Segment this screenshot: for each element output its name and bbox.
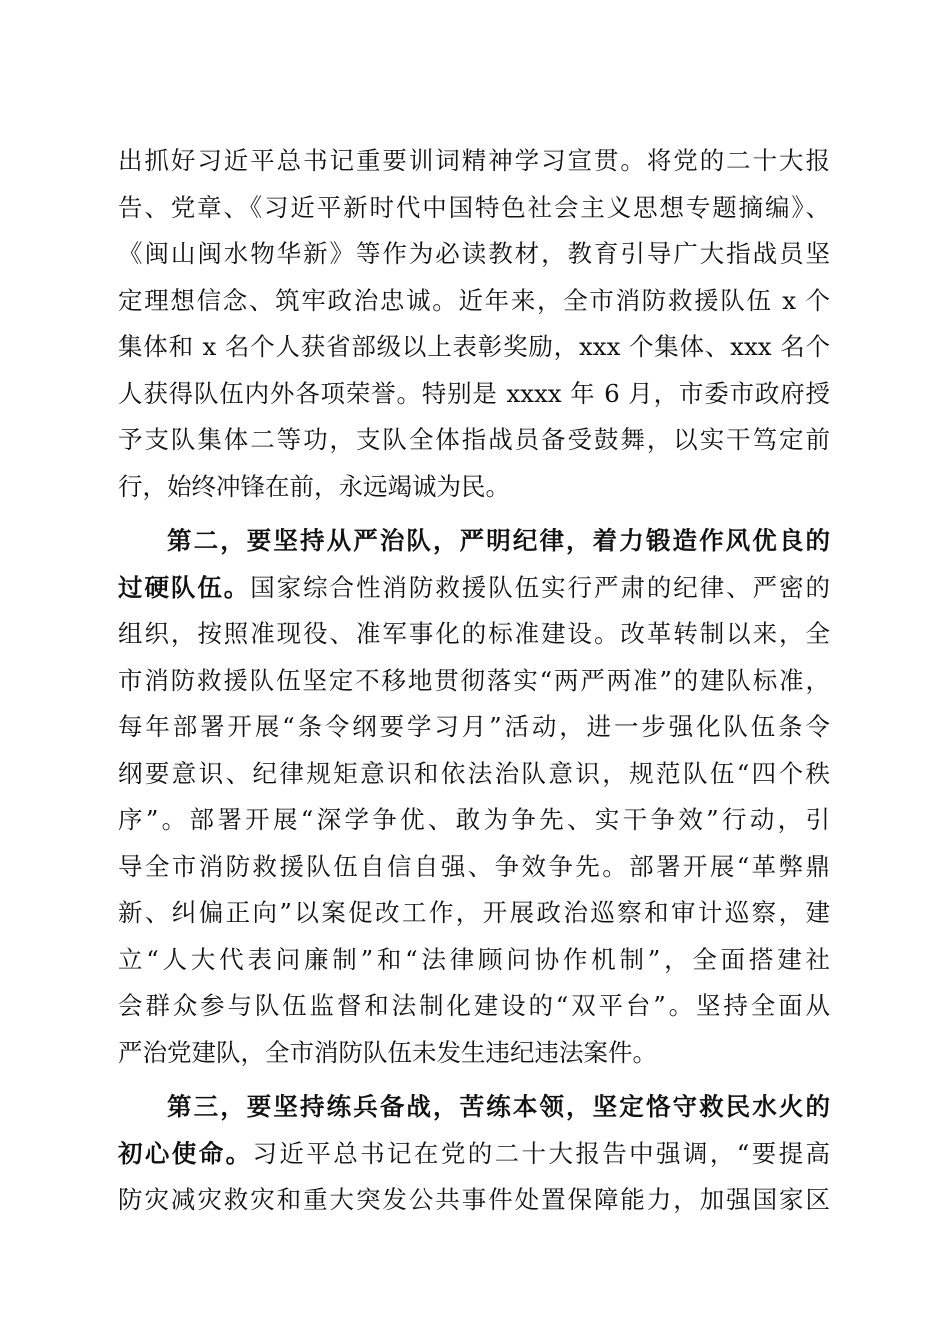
text-line: 组织，按照准现役、准军事化的标准建设。改革转制以来，全 [118, 619, 830, 648]
text-line: 严治党建队，全市消防队伍未发生违纪违法案件。 [118, 1037, 657, 1067]
text-line: 新、纠偏正向”以案促改工作，开展政治巡察和审计巡察，建 [118, 898, 830, 927]
text-line: 每年部署开展“条令纲要学习月”活动，进一步强化队伍条令 [118, 712, 830, 741]
text-line: 市消防救援队伍坚定不移地贯彻落实“两严两准”的建队标准， [118, 665, 830, 695]
section-heading-end: 过硬队伍。 [118, 572, 251, 602]
text-line: 会群众参与队伍监督和法制化建设的“双平台”。坚持全面从 [118, 991, 830, 1020]
text-line [118, 565, 830, 612]
text-line: 定理想信念、筑牢政治忠诚。近年来，全市消防救援队伍 x 个 [118, 285, 830, 315]
section-heading: 第二，要坚持从严治队，严明纪律，着力锻造作风优良的 [167, 526, 830, 555]
text-line: 《闽山闽水物华新》等作为必读教材，教育引导广大指战员坚 [118, 239, 830, 268]
paragraph-3 [118, 1084, 830, 1224]
text-line: 纲要意识、纪律规矩意识和依法治队意识，规范队伍“四个秩 [118, 758, 830, 788]
text-line: 序”。部署开展“深学争优、敢为争先、实干争效”行动，引 [118, 805, 830, 834]
text-line: 人获得队伍内外各项荣誉。特别是 xxxx 年 6 月，市委市政府授 [118, 378, 830, 408]
text-line: 出抓好习近平总书记重要训词精神学习宣贯。将党的二十大报 [118, 146, 830, 175]
text-line: 告、党章、《习近平新时代中国特色社会主义思想专题摘编》、 [118, 192, 830, 222]
paragraph-gap [118, 510, 830, 518]
text-line: 立“人大代表问廉制”和“法律顾问协作机制”，全面搭建社 [118, 944, 830, 974]
text-line-rest: 国家综合性消防救援队伍实行严肃的纪律、严密的 [250, 572, 831, 602]
text-line: 集体和 x 名个人获省部级以上表彰奖励，xxx 个集体、xxx 名个 [118, 332, 830, 361]
section-heading: 第三，要坚持练兵备战，苦练本领，坚定恪守救民水火的 [167, 1092, 830, 1121]
document-page [118, 138, 830, 1224]
text-line [118, 1131, 830, 1178]
text-line: 行，始终冲锋在前，永远竭诚为民。 [118, 471, 510, 501]
paragraph-2 [118, 518, 830, 1076]
paragraph-1 [118, 138, 830, 510]
text-line: 防灾减灾救灾和重大突发公共事件处置保障能力，加强国家区 [118, 1185, 830, 1214]
section-heading-end: 初心使命。 [118, 1138, 253, 1168]
text-line: 导全市消防救援队伍自信自强、争效争先。部署开展“革弊鼎 [118, 851, 830, 881]
paragraph-gap [118, 1076, 830, 1084]
text-line-rest: 习近平总书记在党的二十大报告中强调，“要提高 [252, 1138, 830, 1168]
text-line: 予支队集体二等功，支队全体指战员备受鼓舞，以实干笃定前 [118, 425, 830, 454]
